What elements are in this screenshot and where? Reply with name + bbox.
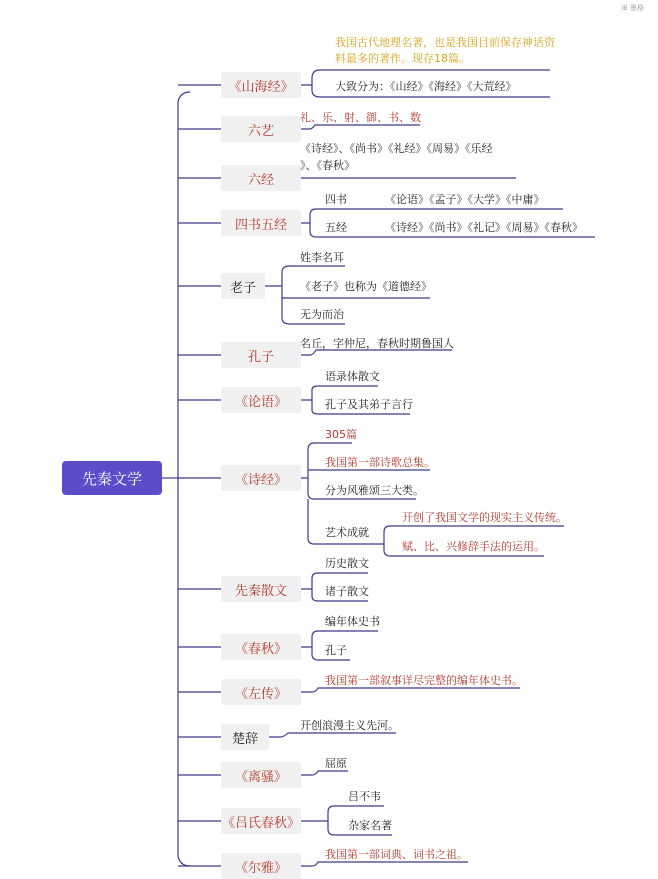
laozi-item-3: 无为而治: [300, 308, 344, 321]
sishu-books: 《论语》《孟子》《大学》《中庸》: [385, 193, 545, 206]
chunqiu-item-1: 编年体史书: [325, 615, 380, 628]
xianqinsanwen-item-2: 诸子散文: [325, 585, 369, 598]
node-shanhaijing[interactable]: 《山海经》: [221, 72, 301, 98]
node-shijing[interactable]: 《诗经》: [221, 465, 301, 491]
shanhaijing-desc-line2: 料最多的著作。现存18篇。: [335, 52, 470, 65]
shijing-yishu-item-2: 赋、比、兴修辞手法的运用。: [402, 540, 545, 553]
root-node[interactable]: 先秦文学: [62, 461, 162, 495]
kongzi-content: 名丘，字仲尼，春秋时期鲁国人: [300, 337, 454, 350]
node-chuci[interactable]: 楚辞: [221, 724, 269, 750]
node-lvshichunqiu[interactable]: 《吕氏春秋》: [221, 808, 301, 834]
shanhaijing-desc-line1: 我国古代地理名著，也是我国目前保存神话资: [335, 36, 555, 49]
shijing-first: 我国第一部诗歌总集。: [325, 456, 435, 469]
lunyu-item-1: 语录体散文: [325, 370, 380, 383]
node-sishuwujing[interactable]: 四书五经: [221, 210, 301, 236]
node-lisao[interactable]: 《离骚》: [221, 762, 301, 788]
sishu-label: 四书: [325, 193, 347, 206]
shanhaijing-division: 大致分为：《山经》《海经》《大荒经》: [335, 80, 517, 93]
node-lunyu[interactable]: 《论语》: [221, 387, 301, 413]
shijing-yishu-item-1: 开创了我国文学的现实主义传统。: [402, 511, 567, 524]
lisao-content: 屈原: [325, 757, 347, 770]
zuozhuan-content: 我国第一部叙事详尽完整的编年体史书。: [325, 674, 523, 687]
node-liujing[interactable]: 六经: [221, 165, 301, 191]
node-chunqiu[interactable]: 《春秋》: [221, 634, 301, 660]
lvshichunqiu-item-1: 吕不韦: [348, 790, 381, 803]
laozi-item-2: 《老子》也称为《道德经》: [300, 280, 432, 293]
node-laozi[interactable]: 老子: [221, 273, 265, 299]
lvshichunqiu-item-2: 杂家名著: [348, 819, 392, 832]
chuci-content: 开创浪漫主义先河。: [300, 719, 399, 732]
wujing-books: 《诗经》《尚书》《礼记》《周易》《春秋》: [385, 221, 583, 234]
node-kongzi[interactable]: 孔子: [221, 342, 301, 368]
lunyu-item-2: 孔子及其弟子言行: [325, 398, 413, 411]
wujing-label: 五经: [325, 221, 347, 234]
node-erya[interactable]: 《尔雅》: [221, 853, 301, 879]
liuyi-content: 礼、乐、射、御、书、数: [300, 111, 421, 124]
xianqinsanwen-item-1: 历史散文: [325, 557, 369, 570]
shijing-pian: 305篇: [325, 428, 357, 441]
watermark: ⊞ 墨格: [621, 4, 644, 12]
node-liuyi[interactable]: 六艺: [221, 116, 301, 142]
shijing-yishu: 艺术成就: [325, 526, 369, 539]
liujing-line1: 《诗经》、《尚书》《礼经》《周易》《乐经: [300, 142, 493, 155]
shijing-fenlei: 分为风雅颂三大类。: [325, 484, 424, 497]
node-xianqinsanwen[interactable]: 先秦散文: [221, 576, 301, 602]
erya-content: 我国第一部词典、词书之祖。: [325, 848, 468, 861]
laozi-item-1: 姓李名耳: [300, 251, 344, 264]
node-zuozhuan[interactable]: 《左传》: [221, 679, 301, 705]
liujing-line2: 》、《春秋》: [300, 159, 355, 172]
chunqiu-item-2: 孔子: [325, 644, 347, 657]
